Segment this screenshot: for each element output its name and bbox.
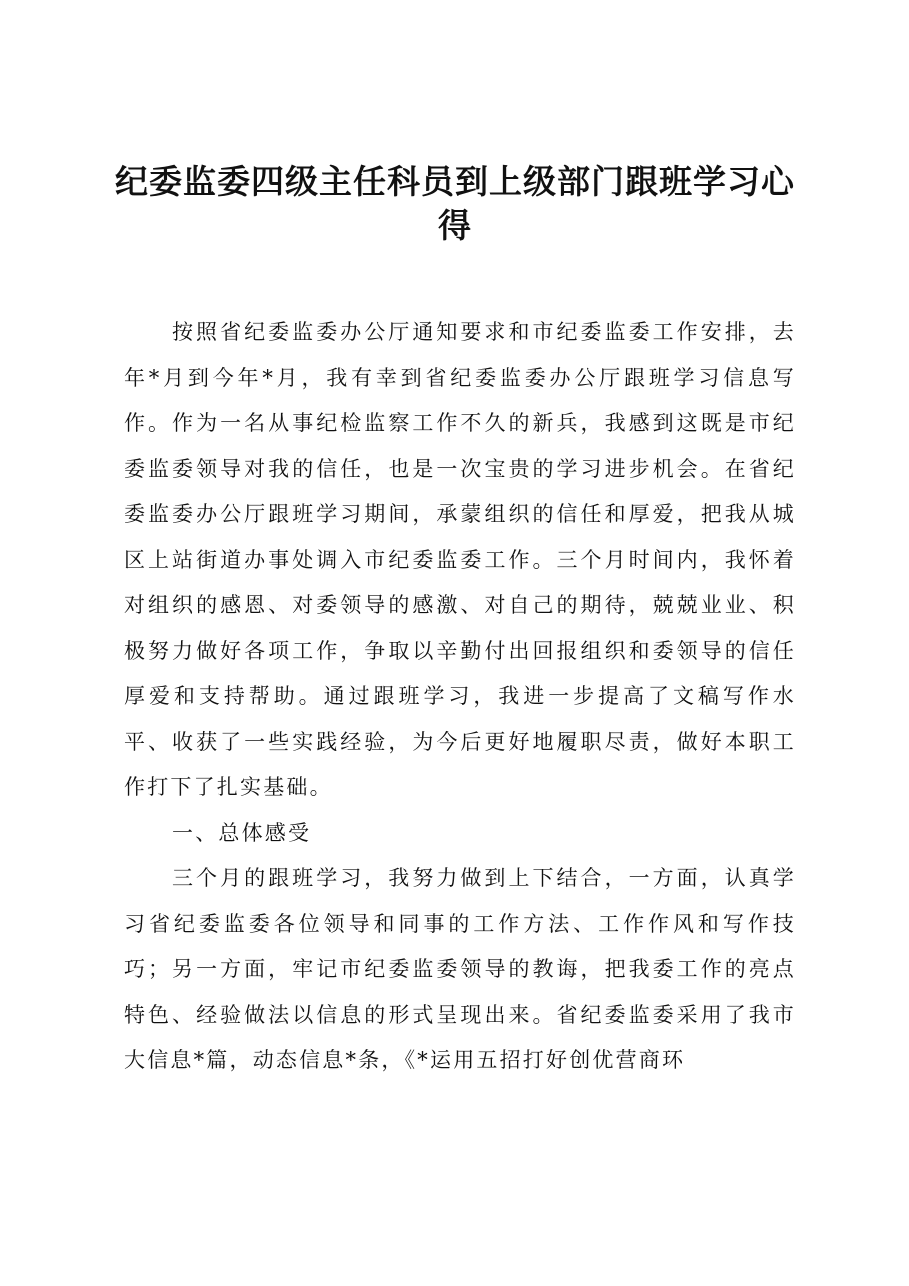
document-body (124, 310, 796, 1084)
document-title: 纪委监委四级主任科员到上级部门跟班学习心得 (115, 162, 795, 245)
section-heading-overall-impressions: 一、总体感受 (172, 820, 312, 845)
body-paragraph-section-one: 三个月的跟班学习，我努力做到上下结合，一方面，认真学习省纪委监委各位领导和同事的工作方法、工作作风和写作技巧；另一方面，牢记市纪委监委领导的教诲，把我委工作的亮点特色、经验做法以信息的形式呈现出来。省纪委监委采用了我市大信息*篇，动态信息*条，《*运用五招打好创优营商环 (124, 866, 796, 1072)
body-paragraph-intro: 按照省纪委监委办公厅通知要求和市纪委监委工作安排，去年*月到今年*月，我有幸到省纪委监委办公厅跟班学习信息写作。作为一名从事纪检监察工作不久的新兵，我感到这既是市纪委监委领导对我的信任，也是一次宝贵的学习进步机会。在省纪委监委办公厅跟班学习期间，承蒙组织的信任和厚爱，把我从城区上站街道办事处调入市纪委监委工作。三个月时间内，我怀着对组织的感恩、对委领导的感激、对自己的期待，兢兢业业、积极努力做好各项工作，争取以辛勤付出回报组织和委领导的信任厚爱和支持帮助。通过跟班学习，我进一步提高了文稿写作水平、收获了一些实践经验，为今后更好地履职尽责，做好本职工作打下了扎实基础。 (124, 320, 796, 799)
